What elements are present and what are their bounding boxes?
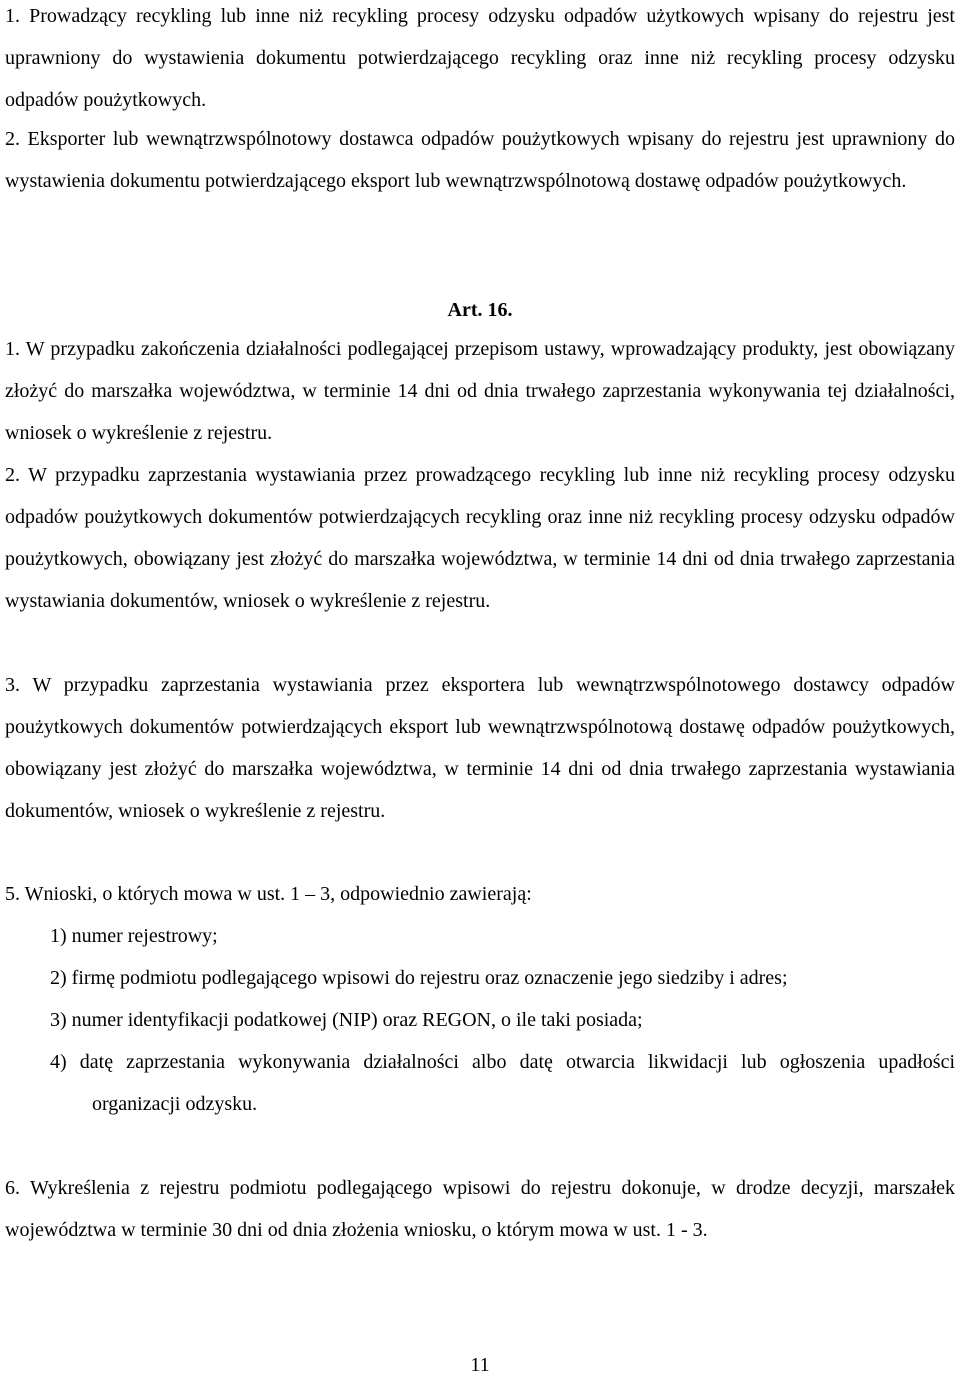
list-item: 1) numer rejestrowy; [50,925,218,947]
article-16-paragraph-5: 5. Wnioski, o których mowa w ust. 1 – 3, odpowiednio zawierają: [5,883,532,905]
list-item: 4) datę zaprzestania wykonywania działalności albo datę otwarcia likwidacji lub ogłoszenia upadłości organizacji odzysku. [50,1051,955,1115]
article-16-paragraph-1: 1. W przypadku zakończenia działalności podlegającej przepisom ustawy, wprowadzający produkty, jest obowiązany złożyć do marszałka województwa, w terminie 14 dni od dnia trwałego zaprzestania wykonywania tej działalności, wniosek o wykreślenie z rejestru. [5,338,955,444]
document-page [5,0,955,1384]
paragraph-2: 2. Eksporter lub wewnątrzwspólnotowy dostawca odpadów poużytkowych wpisany do rejestru jest uprawniony do wystawienia dokumentu potwierdzającego eksport lub wewnątrzwspólnotową dostawę odpadów poużytkowych. [5,128,955,192]
article-title: Art. 16. [447,299,513,321]
article-16-paragraph-6: 6. Wykreślenia z rejestru podmiotu podlegającego wpisowi do rejestru dokonuje, w drodze decyzji, marszałek województwa w terminie 30 dni od dnia złożenia wniosku, o którym mowa w ust. 1 - 3. [5,1177,955,1241]
list-item: 2) firmę podmiotu podlegającego wpisowi do rejestru oraz oznaczenie jego siedziby i adres; [50,967,788,989]
article-16-paragraph-3: 3. W przypadku zaprzestania wystawiania przez eksportera lub wewnątrzwspólnotowego dostawcy odpadów poużytkowych dokumentów potwierdzających eksport lub wewnątrzwspólnotową dostawę odpadów poużytkowych, obowiązany jest złożyć do marszałka województwa, w terminie 14 dni od dnia trwałego zaprzestania wystawiania dokumentów, wniosek o wykreślenie z rejestru. [5,674,955,822]
paragraph-1: 1. Prowadzący recykling lub inne niż recykling procesy odzysku odpadów użytkowych wpisany do rejestru jest uprawniony do wystawienia dokumentu potwierdzającego recykling oraz inne niż recykling procesy odzysku odpadów poużytkowych. [5,5,955,111]
required-contents-list [50,915,955,1125]
list-item: 3) numer identyfikacji podatkowej (NIP) oraz REGON, o ile taki posiada; [50,1009,643,1031]
page-number: 11 [470,1354,490,1376]
article-16-paragraph-2: 2. W przypadku zaprzestania wystawiania przez prowadzącego recykling lub inne niż recykling procesy odzysku odpadów poużytkowych dokumentów potwierdzających recykling oraz inne niż recykling procesy odzysku odpadów poużytkowych, obowiązany jest złożyć do marszałka województwa, w terminie 14 dni od dnia trwałego zaprzestania wystawiania dokumentów, wniosek o wykreślenie z rejestru. [5,464,955,612]
